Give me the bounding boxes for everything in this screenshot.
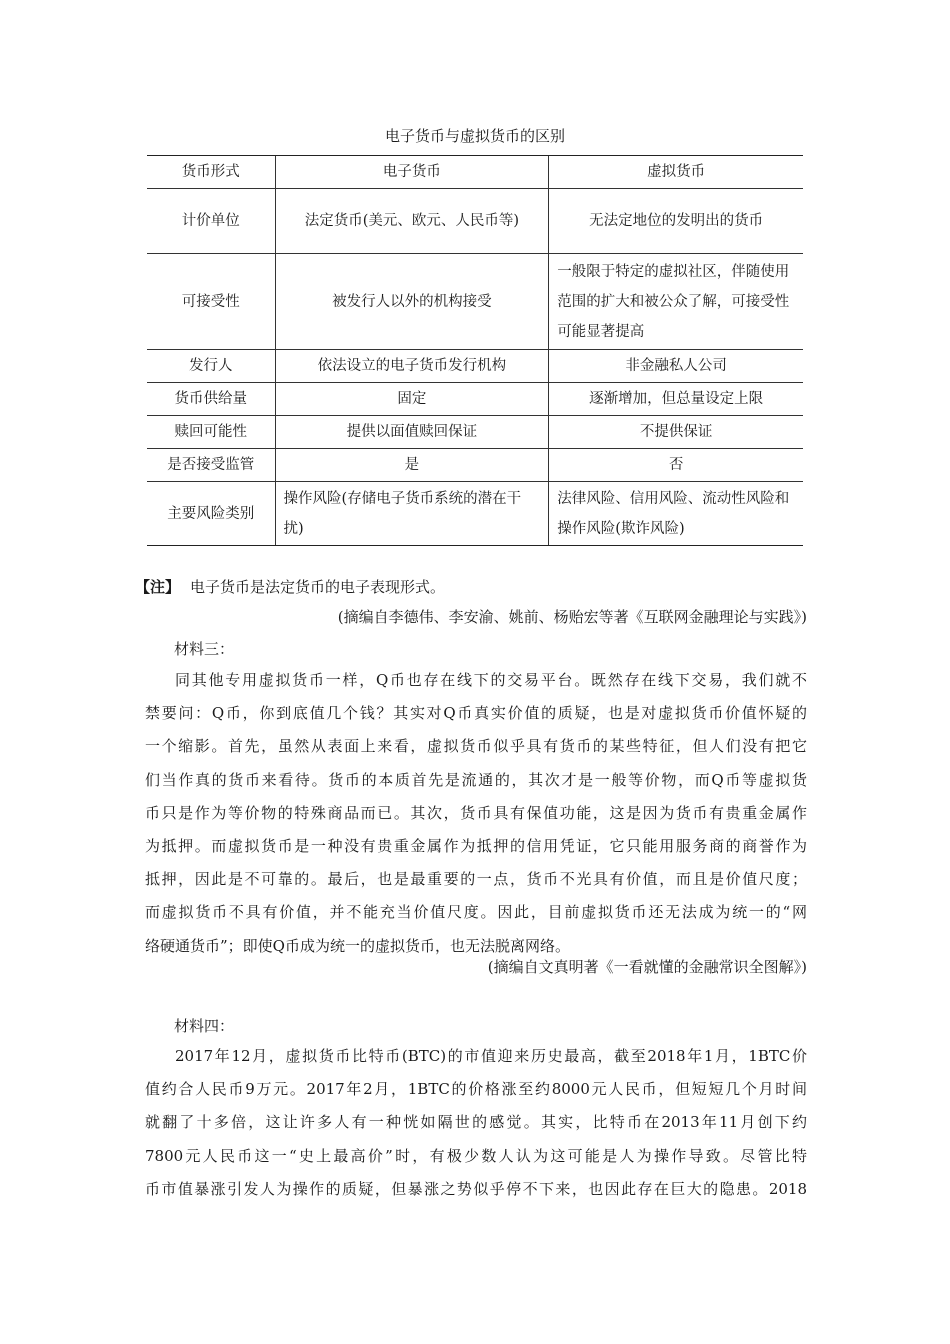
material4-heading: 材料四：: [174, 1017, 235, 1035]
paragraph-line: 同其他专用虚拟货币一样，Q币也存在线下的交易平台。既然存在线下交易，我们就不: [175, 671, 807, 689]
table-row: [147, 189, 803, 254]
paragraph-line: 们当作真的货币来看待。货币的本质首先是流通的，其次才是一般等价物，而Q币等虚拟货: [145, 770, 807, 789]
virtual-cell: 否: [549, 449, 803, 482]
comparison-table: [147, 155, 803, 546]
paragraph-line: 币只是作为等价物的特殊商品而已。其次，货币具有保值功能，这是因为货币有贵重金属作: [145, 803, 807, 822]
header-cell: 电子货币: [275, 156, 549, 189]
row-label: 发行人: [147, 350, 275, 383]
paragraph-line: 而虚拟货币不具有价值，并不能充当价值尺度。因此，目前虚拟货币还无法成为统一的“网: [145, 903, 807, 922]
material4-paragraph: [145, 1040, 807, 1206]
note-source: (摘编自李德伟、李安渝、姚前、杨贻宏等著《互联网金融理论与实践》): [337, 608, 807, 626]
header-cell: 货币形式: [147, 156, 275, 189]
electronic-cell: 固定: [275, 383, 549, 416]
electronic-cell: 是: [275, 449, 549, 482]
row-label: 货币供给量: [147, 383, 275, 416]
table-header-row: [147, 156, 803, 189]
virtual-cell: 无法定地位的发明出的货币: [549, 189, 803, 254]
row-label: 主要风险类别: [147, 482, 275, 546]
paragraph-line: 7800元人民币这一“史上最高价”时，有极少数人认为这可能是人为操作导致。尽管比特: [145, 1146, 807, 1165]
table-note: [135, 576, 445, 598]
electronic-cell: 法定货币(美元、欧元、人民币等): [275, 189, 549, 254]
row-label: 是否接受监管: [147, 449, 275, 482]
electronic-cell: 被发行人以外的机构接受: [275, 254, 549, 350]
virtual-cell: 非金融私人公司: [549, 350, 803, 383]
virtual-cell: 逐渐增加，但总量设定上限: [549, 383, 803, 416]
paragraph-line: 为抵押。而虚拟货币是一种没有贵重金属作为抵押的信用凭证，它只能用服务商的商誉作为: [145, 837, 807, 856]
table-row: [147, 383, 803, 416]
paragraph-line: 就翻了十多倍，这让许多人有一种恍如隔世的感觉。其实，比特币在2013年11月创下约: [145, 1113, 807, 1132]
paragraph-line: 一个缩影。首先，虽然从表面上来看，虚拟货币似乎具有货币的某些特征，但人们没有把它: [145, 737, 807, 756]
row-label: 可接受性: [147, 254, 275, 350]
paragraph-line: 值约合人民币9万元。2017年2月，1BTC的价格涨至约8000元人民币，但短短几个月时间: [145, 1080, 807, 1099]
electronic-cell: 提供以面值赎回保证: [275, 416, 549, 449]
virtual-cell: 不提供保证: [549, 416, 803, 449]
table-row: [147, 416, 803, 449]
paragraph-line: 络硬通货币”；即使Q币成为统一的虚拟货币，也无法脱离网络。: [145, 936, 570, 955]
paragraph-line: 2017年12月，虚拟货币比特币(BTC)的市值迎来历史最高，截至2018年1月，1BTC价: [175, 1047, 807, 1065]
note-tag: 【注】: [135, 578, 181, 596]
note-text: 电子货币是法定货币的电子表现形式。: [190, 578, 446, 596]
virtual-cell: 一般限于特定的虚拟社区，伴随使用范围的扩大和被公众了解，可接受性可能显著提高: [549, 254, 803, 350]
electronic-cell: 依法设立的电子货币发行机构: [275, 350, 549, 383]
paragraph-line: 币市值暴涨引发人为操作的质疑，但暴涨之势似乎停不下来，也因此存在巨大的隐患。2018: [145, 1179, 807, 1198]
paragraph-line: 禁要问：Q币，你到底值几个钱？其实对Q币真实价值的质疑，也是对虚拟货币价值怀疑的: [145, 704, 807, 723]
table-row: [147, 449, 803, 482]
row-label: 计价单位: [147, 189, 275, 254]
material3-paragraph: [145, 664, 807, 963]
table-row: [147, 482, 803, 546]
table-row: [147, 350, 803, 383]
electronic-cell: 操作风险(存储电子货币系统的潜在干扰): [275, 482, 549, 546]
material3-source: (摘编自文真明著《一看就懂的金融常识全图解》): [487, 958, 807, 976]
paragraph-line: 抵押，因此是不可靠的。最后，也是最重要的一点，货币不光具有价值，而且是价值尺度；: [145, 870, 807, 889]
material3-heading: 材料三：: [174, 640, 235, 658]
table-row: [147, 254, 803, 350]
row-label: 赎回可能性: [147, 416, 275, 449]
virtual-cell: 法律风险、信用风险、流动性风险和操作风险(欺诈风险): [549, 482, 803, 546]
table-title: 电子货币与虚拟货币的区别: [384, 127, 565, 145]
header-cell: 虚拟货币: [549, 156, 803, 189]
